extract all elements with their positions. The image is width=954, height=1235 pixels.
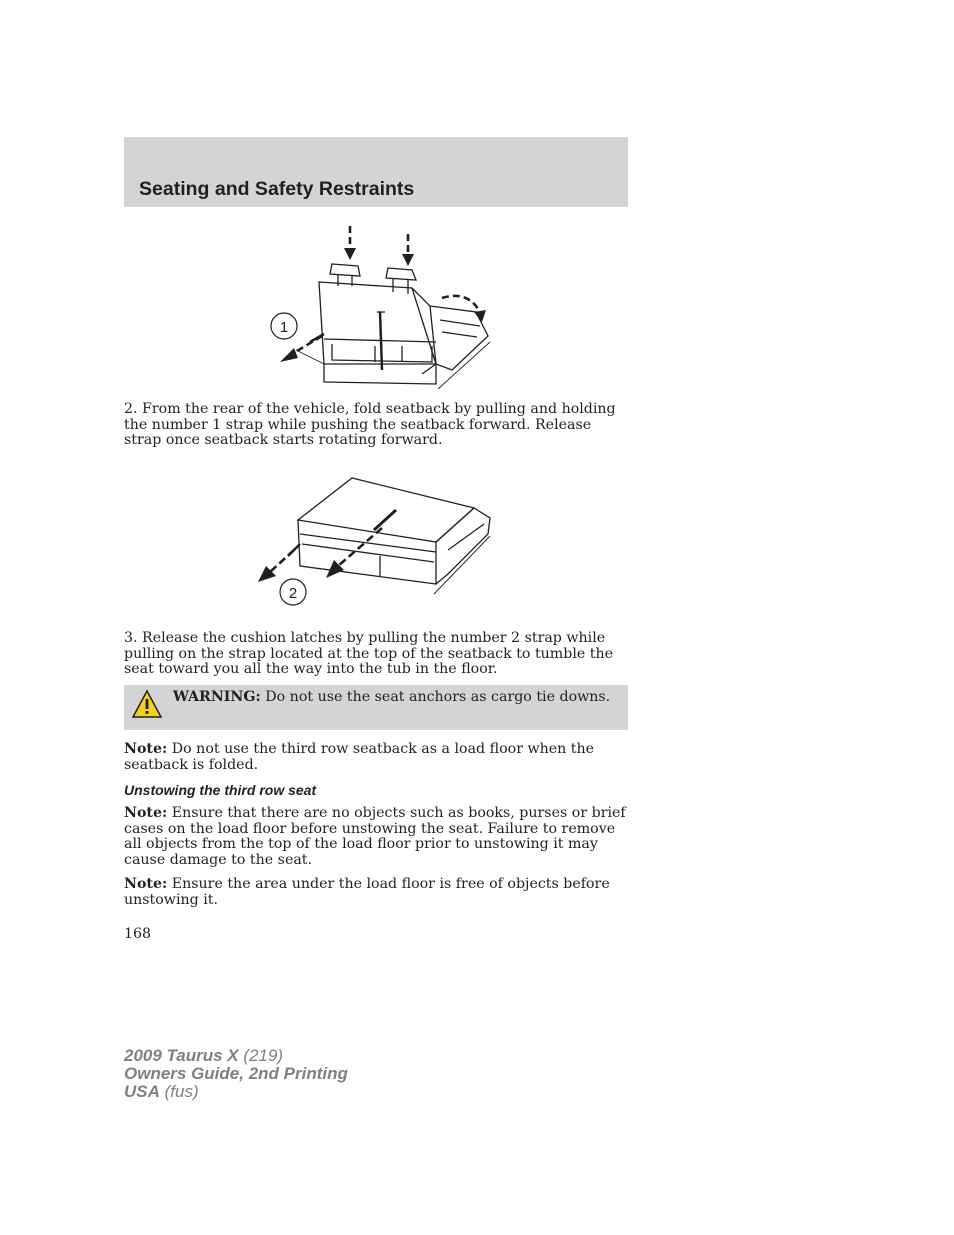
- note-objects-load-floor: [124, 806, 630, 868]
- warning-triangle-icon: [131, 689, 163, 719]
- note-seatback-load-floor: [124, 742, 630, 773]
- cushion-latch-illustration: [252, 474, 502, 606]
- note-body: Do not use the third row seatback as a load floor when the seatback is folded.: [124, 741, 595, 773]
- footer-printing: Owners Guide, 2nd Printing: [124, 1064, 348, 1083]
- warning-label: WARNING:: [173, 689, 261, 705]
- warning-text: [173, 689, 610, 705]
- footer-market-code: (fus): [159, 1082, 199, 1101]
- callout-2: 2: [288, 585, 298, 602]
- footer-model-code: (219): [238, 1046, 284, 1065]
- note-label: Note:: [124, 876, 168, 892]
- subheading-unstowing: Unstowing the third row seat: [124, 782, 317, 798]
- document-footer: [124, 1047, 348, 1101]
- footer-line-3: [124, 1083, 348, 1101]
- section-title: Seating and Safety Restraints: [139, 178, 415, 200]
- step-3-text: 3. Release the cushion latches by pulling the number 2 strap while pulling on the strap located at the top of the seatback to tumble the seat toward you all the way into the tub in the floor.: [124, 630, 614, 678]
- note-label: Note:: [124, 805, 168, 821]
- footer-line-1: [124, 1047, 348, 1065]
- footer-line-2: [124, 1065, 348, 1083]
- callout-1: 1: [279, 319, 289, 336]
- section-header-band: [124, 137, 628, 207]
- note-label: Note:: [124, 741, 168, 757]
- footer-model: 2009 Taurus X: [124, 1046, 239, 1065]
- page-number: 168: [124, 926, 152, 942]
- note-body: Ensure the area under the load floor is free of objects before unstowing it.: [124, 876, 610, 908]
- seatback-fold-illustration: [262, 224, 502, 390]
- warning-box: [124, 685, 628, 730]
- note-body: Ensure that there are no objects such as books, purses or brief cases on the load floor before unstowing the seat. Failure to remove all objects from the top of the load floor prior to unstowing it may cause damage to the seat.: [124, 805, 626, 868]
- footer-market: USA: [124, 1082, 160, 1101]
- step-2-text: 2. From the rear of the vehicle, fold seatback by pulling and holding the number 1 strap while pushing the seatback forward. Release strap once seatback starts rotating forward.: [124, 401, 616, 449]
- note-area-under-floor: [124, 877, 630, 908]
- warning-body: Do not use the seat anchors as cargo tie downs.: [260, 689, 611, 705]
